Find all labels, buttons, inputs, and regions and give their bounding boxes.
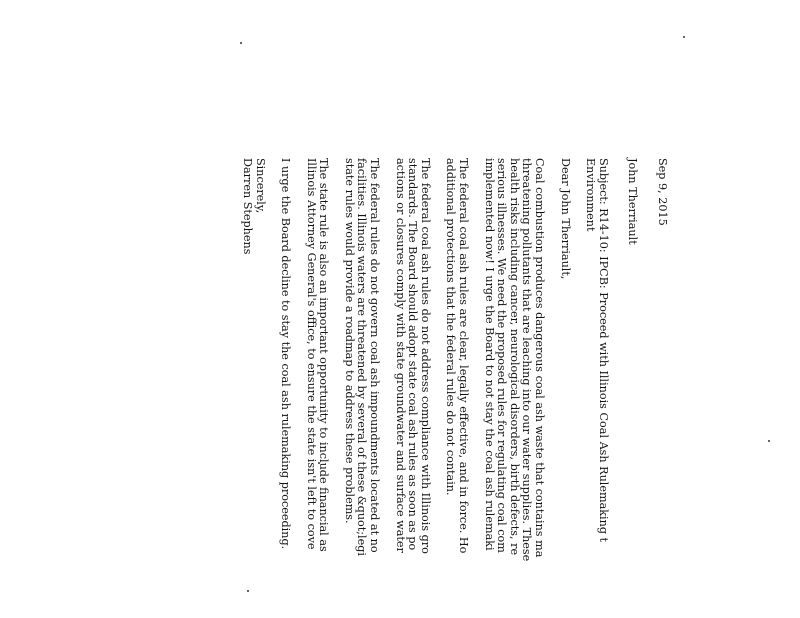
paragraph-5 xyxy=(304,158,329,618)
paragraph-line: state rules would provide a roadmap to address these problems. xyxy=(342,158,356,524)
letter-salutation: Dear John Therriault, xyxy=(558,158,572,280)
paragraph-line: standards. The Board should adopt state coal ash rules as soon as po xyxy=(406,158,420,551)
paragraph-line: actions or closures comply with state groundwater and surface water xyxy=(393,158,407,553)
subject-line: Environment xyxy=(584,158,598,232)
subject-line: Subject: R14-10: IPCB: Proceed with Illinois Coal Ash Rulemaking t xyxy=(596,158,610,543)
paragraph-2 xyxy=(444,158,469,618)
paragraph-4 xyxy=(342,158,380,618)
paragraph-line: Coal combustion produces dangerous coal ash waste that contains ma xyxy=(533,158,547,558)
letter-signature: Darren Stephens xyxy=(240,158,254,255)
letter-recipient: John Therriault xyxy=(626,158,640,245)
paragraph-line: threatening pollutants that are leaching into our water supplies. These xyxy=(520,158,534,562)
paragraph-line: The state rule is also an important opportunity to include financial as xyxy=(317,158,331,552)
paragraph-line: serious illnesses. We need the proposed rules for regulating coal com xyxy=(495,158,509,553)
letter-subject xyxy=(584,158,609,618)
paragraph-line: The federal rules do not govern coal ash impoundments located at no xyxy=(368,158,382,553)
paragraph-line: facilities. Illinois waters are threatened by several of these &quot;legi xyxy=(355,158,369,556)
paragraph-6: I urge the Board decline to stay the coal ash rulemaking proceeding. xyxy=(279,158,293,550)
paragraph-line: Illinois Attorney General's office, to ensure the state isn't left to cove xyxy=(304,158,318,550)
paragraph-line: additional protections that the federal rules do not contain. xyxy=(444,158,458,496)
paragraph-line: The federal coal ash rules are clear, legally effective, and in force. Ho xyxy=(457,158,471,554)
letter-date: Sep 9, 2015 xyxy=(656,158,669,226)
paragraph-1 xyxy=(482,158,545,618)
letter-closing: Sincerely, xyxy=(253,158,267,214)
paragraph-line: health risks including cancer, neurological disorders, birth defects, re xyxy=(507,158,521,556)
paragraph-line: implemented now! I urge the Board to not stay the coal ash rulemaki xyxy=(482,158,496,551)
paragraph-line: The federal coal ash rules do not address compliance with Illinois gro xyxy=(418,158,432,554)
paragraph-3 xyxy=(393,158,431,618)
rotated-letter-body xyxy=(240,158,669,618)
